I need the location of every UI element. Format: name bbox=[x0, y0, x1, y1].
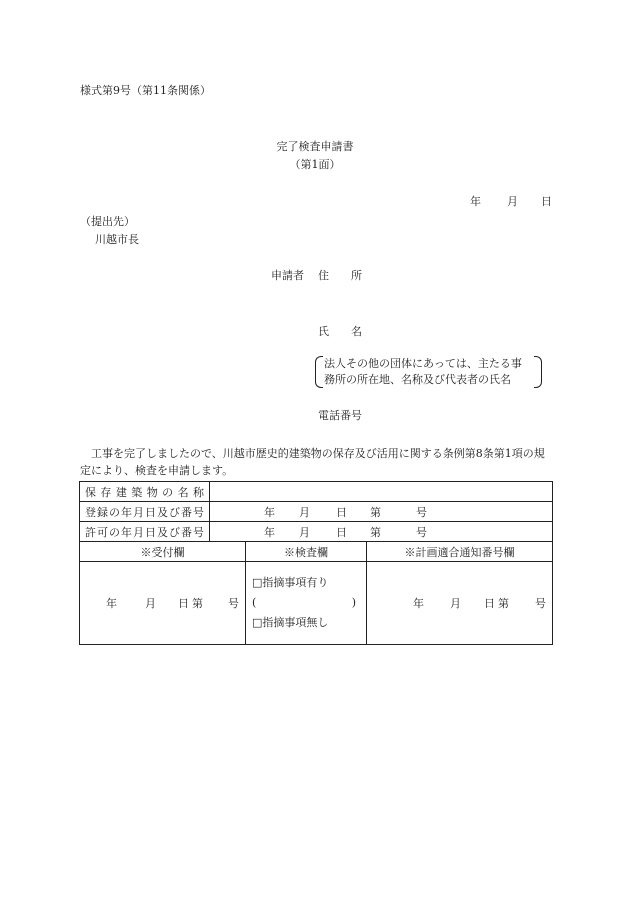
left-bracket bbox=[315, 356, 323, 388]
corporate-note bbox=[315, 356, 542, 388]
building-name-row bbox=[80, 482, 553, 502]
permit-year: 年 bbox=[264, 525, 275, 539]
section-body-row bbox=[80, 562, 553, 645]
building-name-label: 保存建築物の名称 bbox=[80, 482, 210, 502]
plan-month: 月 bbox=[450, 597, 461, 610]
permit-go: 号 bbox=[416, 525, 427, 539]
reception-cell[interactable] bbox=[80, 562, 246, 645]
date-day: 日 bbox=[541, 195, 552, 208]
date-month: 月 bbox=[507, 195, 518, 208]
reg-day: 日 bbox=[336, 505, 347, 519]
rec-year: 年 bbox=[106, 597, 117, 610]
application-table bbox=[79, 481, 553, 645]
registration-value[interactable] bbox=[210, 502, 553, 522]
plan-day: 日 bbox=[484, 597, 495, 610]
corporate-note-line1: 法人その他の団体にあっては、主たる事 bbox=[324, 357, 522, 370]
reg-month: 月 bbox=[299, 505, 310, 519]
rec-go: 号 bbox=[228, 597, 239, 610]
check-no-items[interactable]: □指摘事項無し bbox=[252, 616, 329, 629]
registration-row bbox=[80, 502, 553, 522]
building-name-value[interactable] bbox=[210, 482, 553, 502]
permit-value[interactable] bbox=[210, 522, 553, 542]
page-label: （第1面） bbox=[289, 158, 341, 171]
right-bracket bbox=[534, 356, 542, 388]
reg-year: 年 bbox=[264, 505, 275, 519]
plan-cell[interactable] bbox=[367, 562, 553, 645]
name-label: 氏 名 bbox=[318, 325, 362, 338]
reg-go: 号 bbox=[416, 505, 427, 519]
plan-dai: 第 bbox=[498, 597, 509, 610]
section-header-row bbox=[80, 542, 553, 562]
permit-label: 許可の年月日及び番号 bbox=[80, 522, 210, 542]
rec-month: 月 bbox=[145, 597, 156, 610]
statement-paragraph: 工事を完了しましたので、川越市歴史的建築物の保存及び活用に関する条例第8条第1項の規定により、検査を申請します。 bbox=[80, 447, 545, 477]
permit-day: 日 bbox=[336, 525, 347, 539]
permit-month: 月 bbox=[299, 525, 310, 539]
permit-dai: 第 bbox=[370, 525, 381, 539]
reg-dai: 第 bbox=[370, 505, 381, 519]
check-with-items[interactable]: □指摘事項有り bbox=[252, 576, 329, 589]
reception-header: ※受付欄 bbox=[80, 542, 246, 562]
plan-go: 号 bbox=[535, 597, 546, 610]
plan-year: 年 bbox=[413, 597, 424, 610]
address-label: 住 所 bbox=[318, 269, 362, 282]
applicant-label: 申請者 bbox=[271, 269, 304, 282]
date-year: 年 bbox=[470, 195, 481, 208]
document-title: 完了検査申請書 bbox=[276, 140, 354, 153]
permit-row bbox=[80, 522, 553, 542]
corporate-note-line2: 務所の所在地、名称及び代表者の氏名 bbox=[324, 373, 511, 386]
form-number: 様式第9号（第11条関係） bbox=[80, 84, 211, 97]
registration-label: 登録の年月日及び番号 bbox=[80, 502, 210, 522]
addressee-name: 川越市長 bbox=[95, 233, 139, 246]
rec-dai: 第 bbox=[192, 597, 203, 610]
addressee-label: （提出先） bbox=[80, 215, 135, 228]
paren-open: ( bbox=[252, 596, 257, 609]
plan-header: ※計画適合通知番号欄 bbox=[367, 542, 553, 562]
inspection-header: ※検査欄 bbox=[246, 542, 367, 562]
paren-close: ) bbox=[351, 596, 356, 609]
remarks-parentheses[interactable] bbox=[252, 593, 366, 613]
rec-day: 日 bbox=[178, 597, 189, 610]
inspection-cell bbox=[246, 562, 367, 645]
phone-label: 電話番号 bbox=[318, 409, 362, 422]
